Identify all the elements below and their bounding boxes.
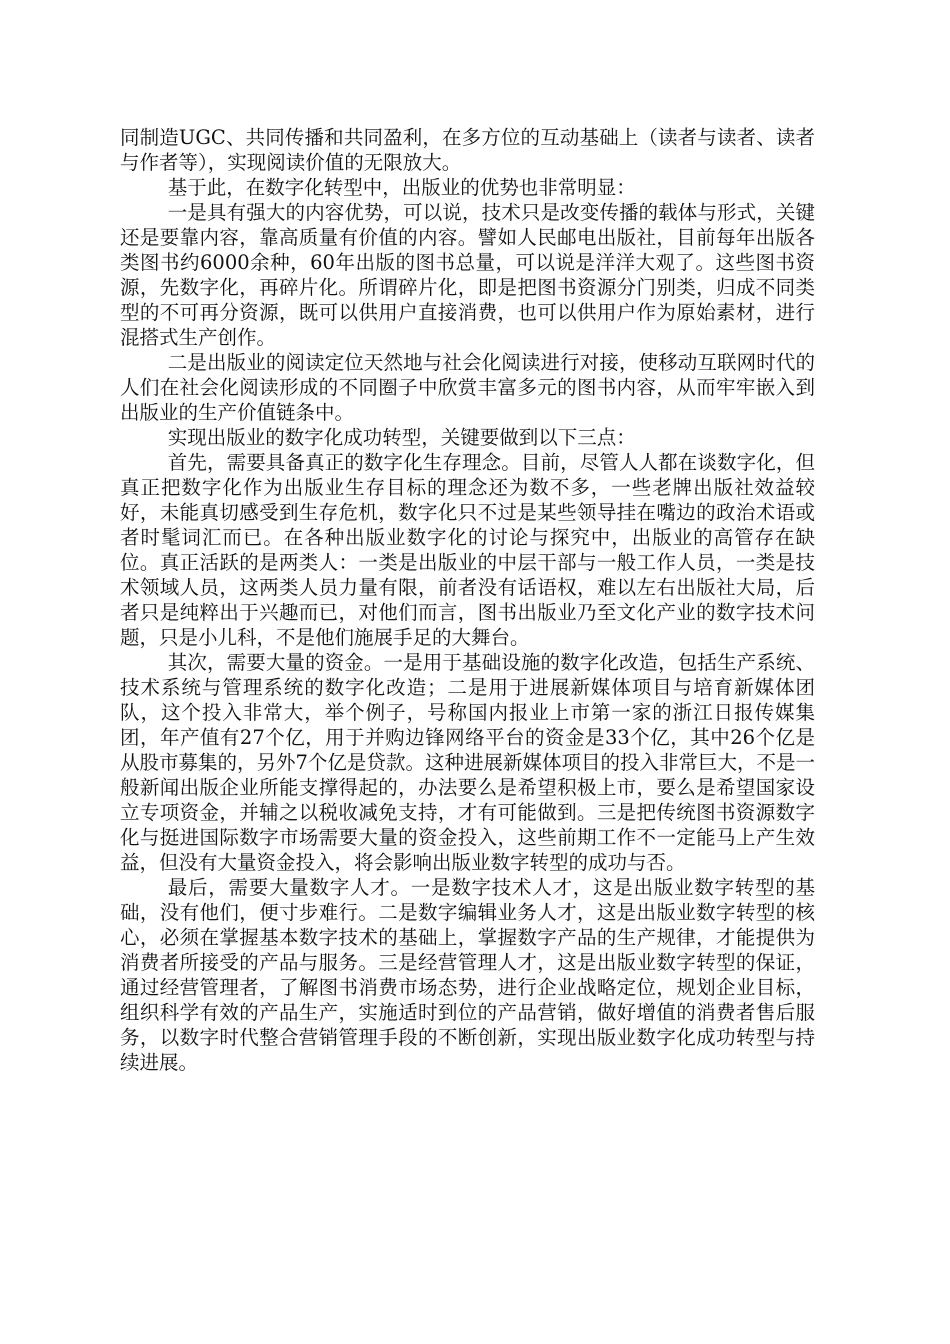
paragraph-three-points-intro: 实现出版业的数字化成功转型，关键要做到以下三点：: [167, 426, 636, 449]
paragraph-third-point: 最后，需要大量数字人才。一是数字技术人才，这是出版业数字转型的基础，没有他们，便寸步难行。二是数字编辑业务人才，这是出版业数字转型的核心，必须在掌握基本数字技术的基础上，掌握数字产品的生产规律，才能提供为消费者所接受的产品与服务。三是经营管理人才，这是出版业数字转型的保证，通过经营管理者，了解图书消费市场态势，进行企业战略定位，规划企业目标，组织科学有效的产品生产，实施适时到位的产品营销，做好增值的消费者售后服务，以数字时代整合营销管理手段的不断创新，实现出版业数字化成功转型与持续进展。: [120, 876, 815, 1074]
paragraph-social-reading: 二是出版业的阅读定位天然地与社会化阅读进行对接，使移动互联网时代的人们在社会化阅读形成的不同圈子中欣赏丰富多元的图书内容，从而牢牢嵌入到出版业的生产价值链条中。: [120, 351, 815, 424]
paragraph-advantages-intro: 基于此，在数字化转型中，出版业的优势也非常明显：: [167, 176, 636, 199]
document-body: [120, 125, 815, 1075]
paragraph-first-point: 首先，需要具备真正的数字化生存理念。目前，尽管人人都在谈数字化，但真正把数字化作为出版业生存目标的理念还为数不多，一些老牌出版社效益较好，未能真切感受到生存危机，数字化只不过是某些领导挂在嘴边的政治术语或者时髦词汇而已。在各种出版业数字化的讨论与探究中，出版业的高管存在缺位。真正活跃的是两类人：一类是出版业的中层干部与一般工作人员，一类是技术领域人员，这两类人员力量有限，前者没有话语权，难以左右出版社大局，后者只是纯粹出于兴趣而已，对他们而言，图书出版业乃至文化产业的数字技术问题，只是小儿科，不是他们施展手足的大舞台。: [120, 451, 815, 649]
paragraph-continuation: 同制造UGC、共同传播和共同盈利，在多方位的互动基础上（读者与读者、读者与作者等），实现阅读价值的无限放大。: [120, 126, 815, 174]
paragraph-second-point: 其次，需要大量的资金。一是用于基础设施的数字化改造，包括生产系统、技术系统与管理系统的数字化改造；二是用于进展新媒体项目与培育新媒体团队，这个投入非常大，举个例子，号称国内报业上市第一家的浙江日报传媒集团，年产值有27个亿，用于并购边锋网络平台的资金是33个亿，其中26个亿是从股市募集的，另外7个亿是贷款。这种进展新媒体项目的投入非常巨大，不是一般新闻出版企业所能支撑得起的，办法要么是希望积极上市，要么是希望国家设立专项资金，并辅之以税收减免支持，才有可能做到。三是把传统图书资源数字化与挺进国际数字市场需要大量的资金投入，这些前期工作不一定能马上产生效益，但没有大量资金投入，将会影响出版业数字转型的成功与否。: [120, 651, 815, 874]
paragraph-content-advantage: 一是具有强大的内容优势，可以说，技术只是改变传播的载体与形式，关键还是要靠内容，靠高质量有价值的内容。譬如人民邮电出版社，目前每年出版各类图书约6000余种，60年出版的图书总量，可以说是洋洋大观了。这些图书资源，先数字化，再碎片化。所谓碎片化，即是把图书资源分门别类，归成不同类型的不可再分资源，既可以供用户直接消费，也可以供用户作为原始素材，进行混搭式生产创作。: [120, 201, 815, 349]
